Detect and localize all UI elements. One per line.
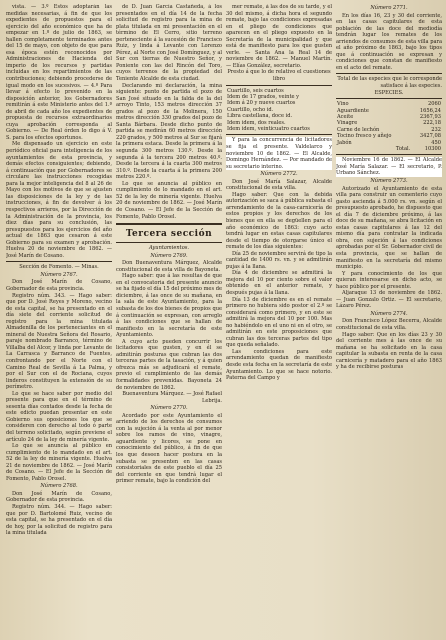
column-3 (226, 4, 332, 640)
total-label: Total. (395, 145, 411, 152)
paragraph: Hago saber: Que en los días 23 y 30 del corriente mes á las once de su mañana se ha solicitado en la casa capitular la subasta en renta de la casa carnicería y matadero para el año 1863 y ha de recibirse posturas (336, 331, 442, 371)
table-label: ESPECIES. (374, 89, 404, 96)
paragraph: Día 4 de diciembre se admitirá la mejora del 10 por ciento sobre el valor obtenido en el anterior remate, y después pujas á la llana. (226, 270, 332, 296)
paragraph: vista. — 3.º Éstos adoptarán las medidas necesarias, á fin de que los expedientes de propuestos para el ejercicio del año económico que ha de empezar en 1.º de julio de 1863, se hallen completamente terminados antes del 15 de mayo, con objeto de que para esa época estén reconocidos por Administraciones de Hacienda del imperio de los recursos y partidas incluidas en los repartimientos de las contribuciones; debiendo procederse de igual modo en los sucesivos. — 4.º Para llevar á efecto lo prevenido en la disposición anterior, los Gobernadores remitirán á este Ministerio antes del 1.º de abril de cada año los expedientes de propuesta de recursos extraordinarios cuya aprobación corresponda al Gobierno. — De Real órden lo digo á V. S. para los efectos oportunos. (6, 4, 112, 141)
notice-number: Número 2769. (150, 252, 188, 259)
paragraph: Acordado por este Ayuntamiento el arriendo de los derechos de consumos con la sujeción á la venta al por menor sobre los ramos de vino, vinagre, aguardiente y licores, se pone en conocimiento del público, á fin de que los que deseen hacer postura en la subasta se presenten en las casas consistoriales de este pueblo el día 25 del corriente en que tendrá lugar el primer remate, bajo la condición del (116, 412, 222, 485)
divider (116, 223, 222, 225)
table-cell: Cuartillo, seis cuartos (227, 87, 284, 94)
table-value: 222,18 (423, 120, 441, 127)
paragraph: Registro núm. 344. — Hago saber: que por D. Bartolomé Ruiz, vecino de esta capital, se ha presentado en el día de hoy, por la solicitud de registro para la mina titulada (6, 504, 112, 537)
table-cell: Cuartillo, ocho id. (227, 106, 274, 113)
table-cell: Jabón (337, 139, 352, 146)
section-subtitle: Ayuntamientos. (148, 245, 190, 252)
paragraph: Lo que se hace saber por medio del presente para que en el término de sesenta días contados desde la fecha de este edicto puedan presentar en este Gobierno sus oposiciones los que se consideren con derecho al todo ó parte del terreno solicitado, según previene el artículo 24 de la ley de minería vigente. (6, 390, 112, 443)
section-title: Tercera sección (125, 229, 213, 240)
paragraph: Noviembre 16 de 1862. — El Alcalde José María Salazar. — El secretario, P. Urbano Sánchez. (336, 157, 442, 177)
notice-number: Número 2772. (260, 171, 298, 178)
section-heading: Sección de Fomento. — Minas. (19, 264, 99, 271)
notice-number: Número 2771. (370, 5, 408, 11)
paragraph: Hago saber: que á las resultas de que en el convocatoria del presente anuncio se ha fijado el día 15 del próximo mes de diciembre, á las once de su mañana, en la sala de este Ayuntamiento, para la subasta de los dos bienes de propios que á continuación se expresan, con arreglo á las condiciones que se hallan de manifiesto en la secretaría de este Ayuntamiento. (116, 273, 222, 339)
divider (336, 154, 442, 155)
table-caption: Total de las especies que le corresponde satisface á las especies. (337, 76, 442, 90)
paragraph: de D. Juan García Castañeda, á los presentados en el día 14 de la fecha solicitud de registro para la mina de plata titulada en mi presentación en el término de El Cerro, sitio terreno perteneciente á la sucesión de Francisco Ruiz, y linda á Levante con Lorenzo Pérez, al Norte con José Domínguez, y al Sur con tierras de Nuestro Señor, y Poniente con las del Rincón del Toro, cuyos terrenos de la propiedad del Teniente Alcalde de esta ciudad. (116, 4, 222, 83)
table-row (226, 126, 332, 132)
column-2 (116, 4, 222, 640)
table-cell: Idem idem, dos reales. (227, 119, 286, 126)
table-value: 1656,24 (419, 107, 441, 114)
notice-number: Número 2770. (150, 405, 188, 412)
table-cell: Idem de 17 grados, veinte y (227, 93, 300, 100)
divider (116, 242, 222, 243)
column-4 (336, 4, 442, 640)
table-value: 3427,08 (419, 133, 441, 140)
price-table (226, 88, 332, 133)
table-value: 2060 (428, 101, 441, 108)
divider (336, 98, 442, 99)
table-cell: Idem idem, veinticuatro cuartos (227, 126, 310, 132)
table-value: 232 (431, 126, 441, 133)
columns (6, 4, 442, 640)
divider (226, 134, 332, 135)
paragraph: Día 13 de diciembre es en el remate primero no hubiera sido postor el 2.º se considerará como primero, y en este se admitirá la mejora del 10 por 100. Mas no habiéndolo en el uno ni en el otro, se admitirán en este proposiciones que cubran las dos terceras partes del tipo que queda señalado. (226, 296, 332, 349)
paragraph: Día 25 de noviembre servirá de tipo la cantidad de 1400 rs. vn. y se admitirán pujas á la llana. (226, 250, 332, 270)
table-cell: Libra castellana, doce id. (227, 113, 293, 120)
paragraph: Hago saber: Que con la debida autorización se saca á pública subasta el arrendamiento de la casa-carnicería de estos propios y los derechos de los bienes que en ella se degüellen para el año económico de 1863: cuyo acto tendrá lugar en estas casas capitulares desde el tiempo de otorgarse único el remate de los días siguientes: (226, 191, 332, 251)
paragraph: En los días 16, 23 y 30 del corriente, en las casas capitulares de esta población de las doce del mediodía tendrán lugar los remates de los arriendos de consumos de esta villa para el año próximo de 1863, bajo los tipos que á continuación se expresan y condiciones que constan de manifiesto en el acto del remate. (336, 12, 442, 71)
table-row (336, 133, 442, 139)
paragraph: Las condiciones para este arrendamiento quedan de manifiesto desde esta fecha en la secretaría de este Ayuntamiento. Lo que se hace notorio. Paterna del Campo y (226, 348, 332, 382)
notice-number: Número 2774. (370, 310, 408, 317)
column-1 (6, 4, 112, 640)
paragraph: Don José Marín de Cosano, Gobernador de esta provincia. (6, 279, 112, 292)
paragraph: A cuyo acto pueden concurrir los licitadores que gusten, y en él se admitirán posturas que cubran las dos terceras partes de la tasación, y á quien ofrezca más se adjudicará el remate, previo el cumplimiento de las demás formalidades prevenidas. Bayoneta 24 de noviembre de 1862. (116, 338, 222, 391)
total-value: 10300 (424, 145, 441, 152)
paragraph: mer remate, á las dos de su tarde, y el 30 del mismo, á dicha hora el segundo remate, bajo las condiciones expresadas en el pliego de condiciones que aparecen en el pliego expuesto en la Secretaría de la municipalidad y que está de manifiesto para los que gusten verle. — Santa Ana la Real 14 de noviembre de 1862. — Manuel Martín. — Elías González, secretario. (226, 4, 332, 69)
divider (336, 73, 442, 74)
divider (226, 85, 332, 86)
paragraph: Lo que se anuncia al público en cumplimiento de lo mandado en el art. 52 de la ley de minería vigente. Huelva 20 de noviembre de 1862. — José Marín de Cosano. — El Jefe de la Sección de Fomento, Pablo Orosel. (116, 180, 222, 220)
consumption-table (336, 101, 442, 152)
table-cell: Tocino fresco y añejo (337, 133, 392, 140)
paragraph: Don Francisco López Becerra, Alcalde constitucional de esta villa. (336, 318, 442, 332)
paragraph: Y para la concurrencia de licitadores se fija el presente. Valdelarco y noviembre 10 de 1862. — El Alcalde, Domingo Hernández. — Por mandado de su secretario interino. (226, 137, 332, 170)
table-cell: Aceite (337, 113, 354, 120)
paragraph: Don José Marín de Cosano, Gobernador de esta provincia. (6, 490, 112, 504)
table-cell: Aguardiente (337, 107, 369, 114)
paragraph: Don José María Salazar, Alcalde constitucional de esta villa. (226, 178, 332, 192)
table-value: 450 (431, 139, 441, 146)
notice-number: Número 2767. (40, 271, 78, 278)
notice-number: Número 2773. (370, 178, 408, 184)
table-cell: Carne de lechón (337, 126, 380, 133)
table-cell: Vinagre (337, 120, 358, 127)
table-cell: Vino (337, 101, 349, 108)
paragraph: Me dispensado un ejercicio en este periódico oficial para inteligencia de los ayuntamientos de esta provincia, y demás efectos consiguientes; debiendo, á continuación que por Gobernadores se circulare las instrucciones recogidas para la mejor inteligencia del 8 al 26 de Mayo con los motivos de que se ajusten las disposiciones de la ley y de las instrucciones, á fin de devolver á los respectivos arrieros, por la Dirección de la Administración de la provincia, los diez días para su conclusión, las presupuestos para los ejercicios del año actual de 1863 que cesaron á este Gobierno para su examen y aprobación. Huelva 20 de noviembre de 1862. — José Marín de Cosano. (6, 141, 112, 259)
paragraph: Declarando mi declaración, la mina siguiente: punto de partida el pozo de San José situado en la falda de la del arroyo Tinto, 153 metros dirección 37 grados al pozo de la Molinera, 150 metros dirección 330 grados del pozo de Santa Bárbara. Desde dicho punto de partida se medirán 60 metros dirección 220 grados, y 500 metros al Sur se fijará la primera estaca. Desde la primera á la segunda 300 metros 130.º. Desde la segunda á la tercera 200 metros 40.º. Desde la tercera á la cuarta 300 metros 310.º. Desde la cuarta á la primera 200 metros 220.º. (116, 82, 222, 181)
table-cell: Idem á 20 y nueve cuartos (227, 100, 296, 107)
paragraph: Don Buenaventura Márquez, Alcalde constitucional de esta villa de Bayoneta. (116, 260, 222, 273)
table-caption: Presto á que lo de relativo el cuestiones libro (227, 69, 331, 83)
paragraph: Y para conocimiento de los que quieran interesarse en dicho acto, se hace público por el presente. (336, 270, 442, 290)
notice-number: Número 2768. (40, 483, 78, 490)
paragraph: Registro núm. 343. — Hago saber: que por D. José Reyes y Moreno, vecino de esta capital, se ha presentado en el día siete del corriente solicitud de registro para la mina titulada Almadenilla de los perteneciantes en el mineral de Nuestra Señora del Rosario, paraje nombrado Barranco, término de Villalba del Alcor, y linda por Levante de La Carrasca y Barranco de Fuentes, confrontando por el Norte con el Camino Real de Sevilla á La Palma, y por el Sur con el de Rociana, cuyos linderos constituyen la extensión de su perímetro. (6, 292, 112, 391)
divider (6, 261, 112, 262)
paragraph: Autorizado el Ayuntamiento de esta villa para construir un cementerio cuyo gasto ascienda á 5.000 rs. vn. según el presupuesto aprobado, he dispuesto que el día 7 de diciembre próximo, á las doce de su mañana, se abra licitación en estas casas capitulares á las 12 del mismo día para contratar la indicada obra, con sujeción á las condiciones aprobadas por el Sr. Gobernador civil de esta provincia, que se hallan de manifiesto en la secretaría del mismo municipio. (336, 185, 442, 271)
table-value: 2367,93 (419, 113, 441, 120)
paragraph: Lo que se anuncia al público en cumplimiento de lo mandado en el art. 52 de la ley de minería vigente. Huelva 21 de noviembre de 1862. — José Marín de Cosano. — El Jefe de la Sección de Fomento, Pablo Orosel. (6, 443, 112, 482)
signature: Buenaventura Márquez. — José Rafael Lebrija. (122, 391, 222, 404)
paragraph: Aljaraque 13 de noviembre de 1862. — Juan Gonzalo Ortiz. — El secretario, Lázaro Pérez. (336, 290, 442, 310)
table-total-row (336, 146, 442, 152)
